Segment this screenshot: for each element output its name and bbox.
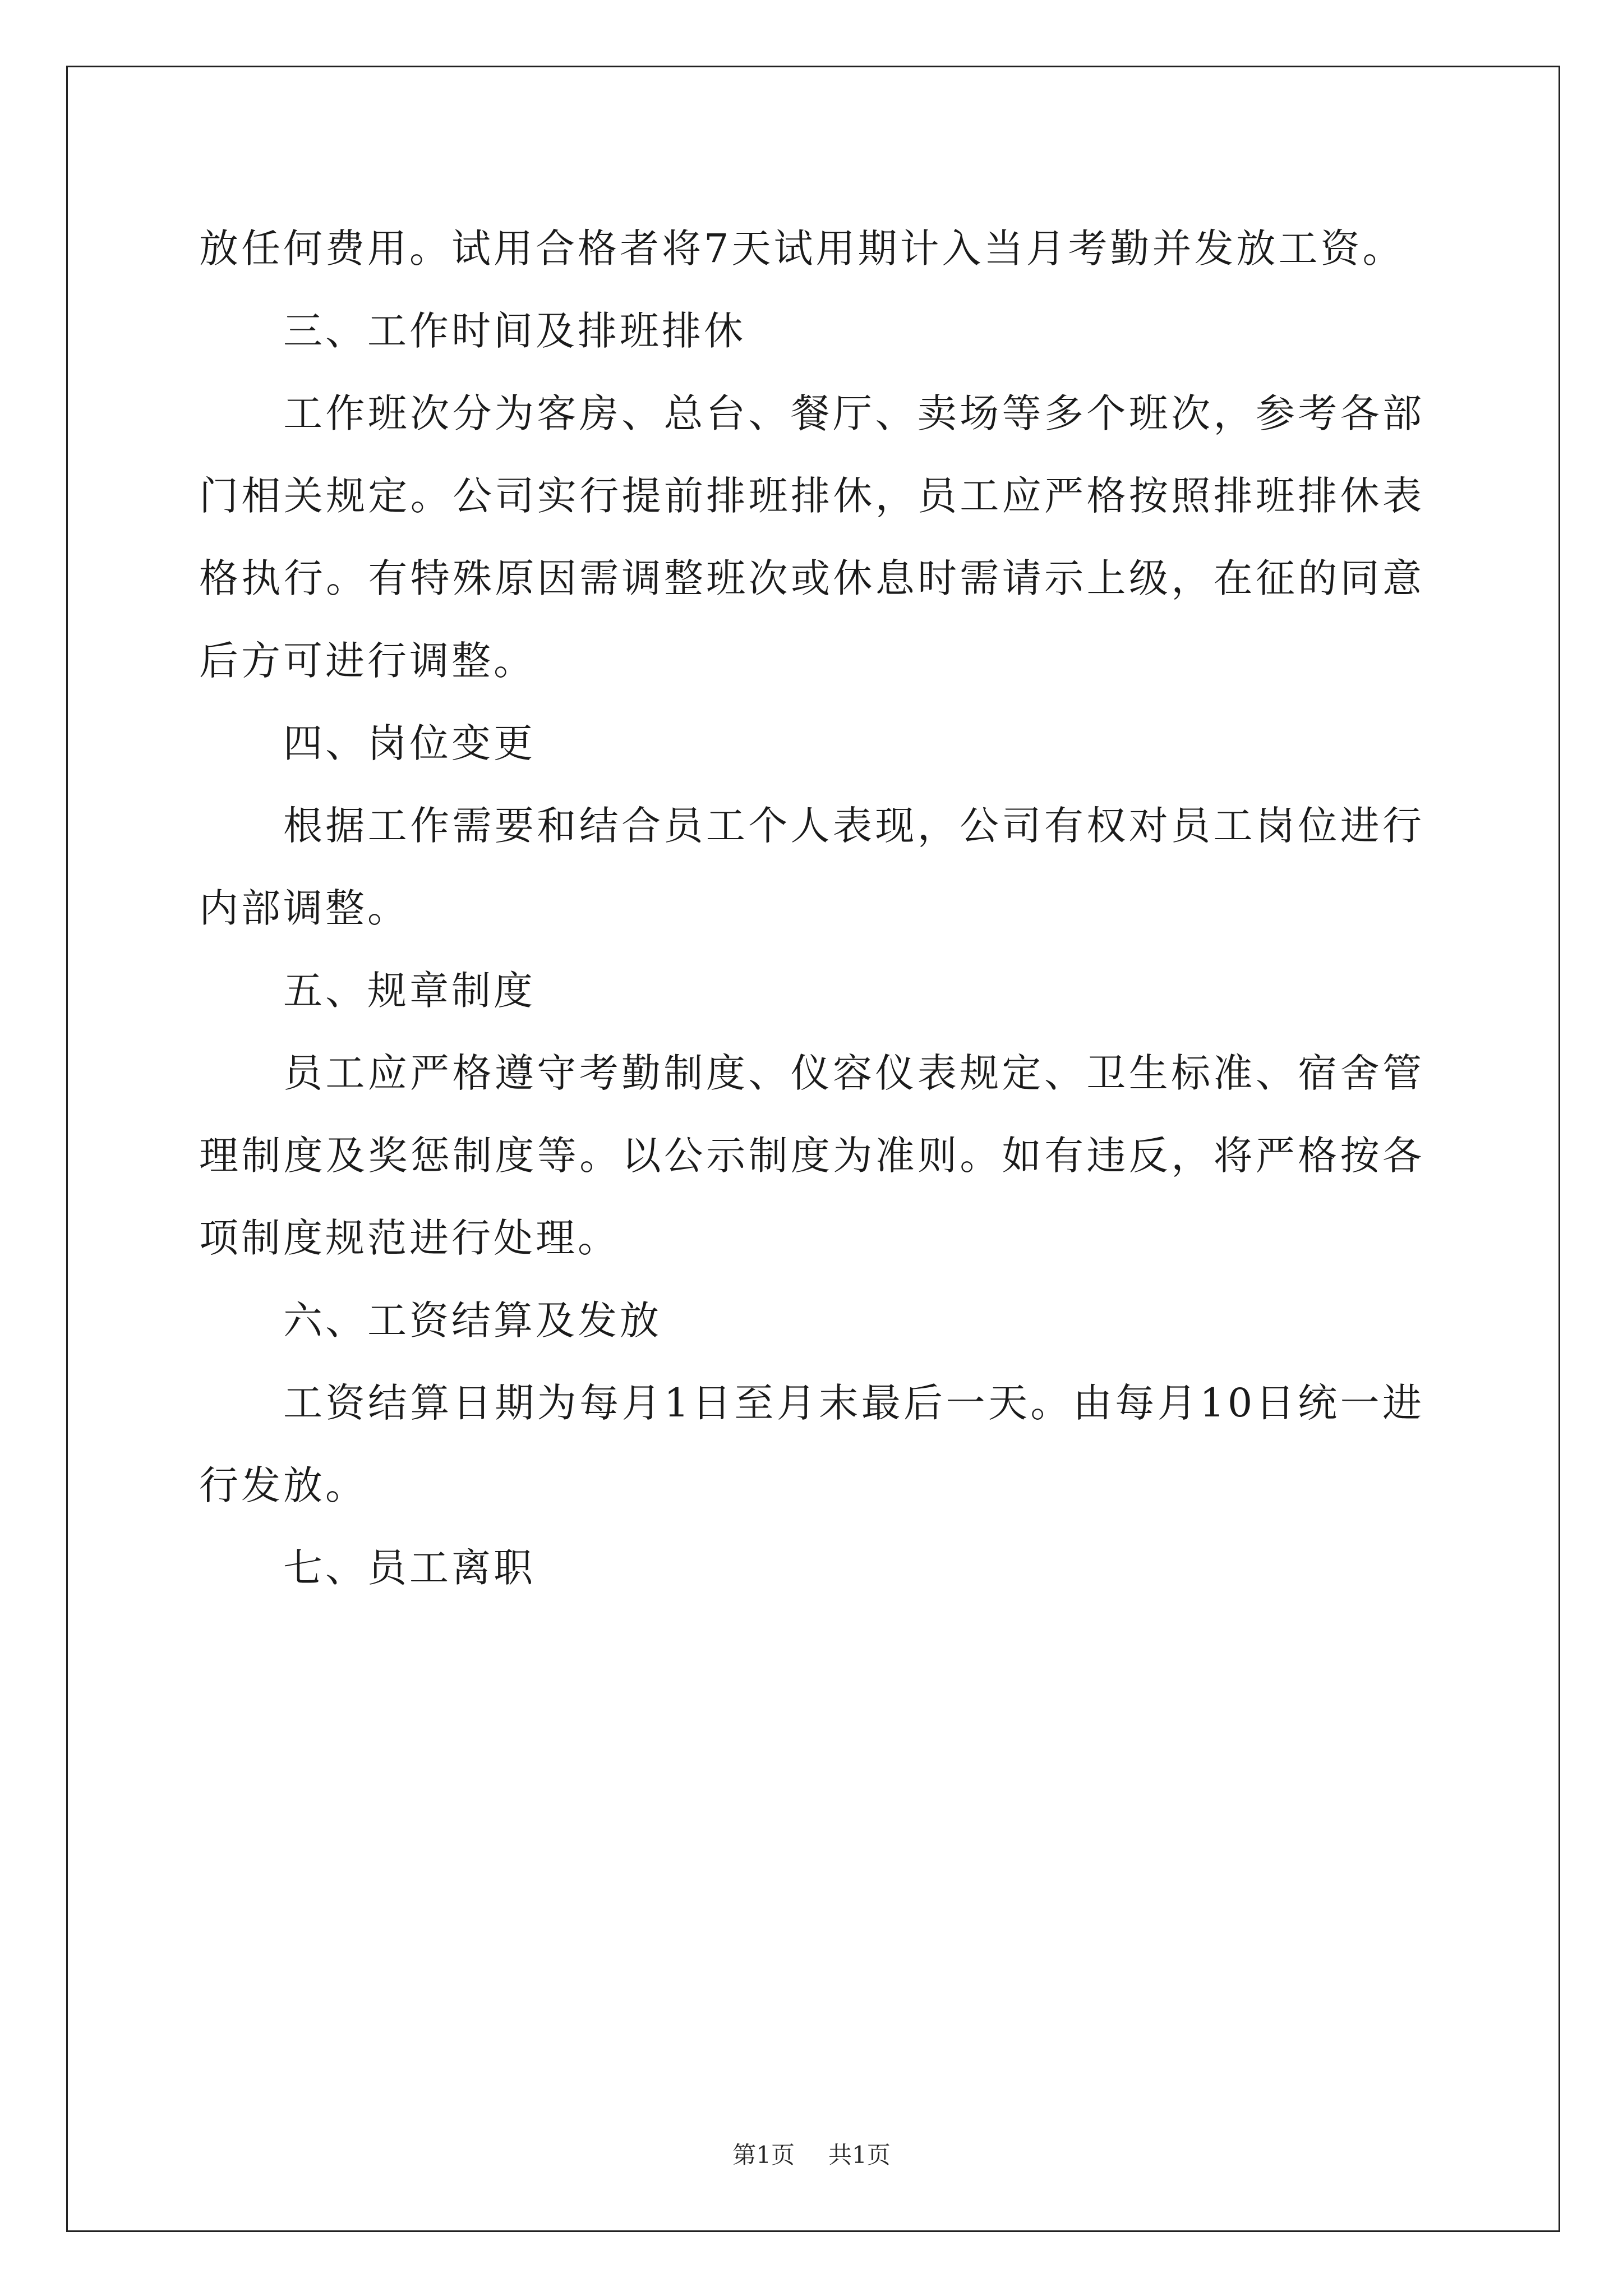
page-footer: [0, 2138, 1623, 2172]
section-heading-7: 七、员工离职: [283, 1545, 536, 1591]
paragraph-continuation: 放任何费用。试用合格者将7天试用期计入当月考勤并发放工资。: [199, 226, 1405, 272]
document-body: [199, 208, 1424, 1609]
paragraph-position-change: 根据工作需要和结合员工个人表现，公司有权对员工岗位进行内部调整。: [199, 803, 1424, 931]
section-heading-4: 四、岗位变更: [283, 720, 536, 766]
page-total: 共1页: [828, 2141, 891, 2169]
paragraph-rules: 员工应严格遵守考勤制度、仪容仪表规定、卫生标准、宿舍管理制度及奖惩制度等。以公示制度为准则。如有违反，将严格按各项制度规范进行处理。: [199, 1050, 1424, 1261]
section-heading-6: 六、工资结算及发放: [283, 1297, 662, 1343]
section-heading-5: 五、规章制度: [283, 968, 536, 1014]
paragraph-schedule: 工作班次分为客房、总台、餐厅、卖场等多个班次，参考各部门相关规定。公司实行提前排班排休，员工应严格按照排班排休表格执行。有特殊原因需调整班次或休息时需请示上级，在征的同意后方可进行调整。: [199, 390, 1424, 684]
page-number: 第1页: [732, 2141, 795, 2169]
paragraph-salary: 工资结算日期为每月1日至月末最后一天。由每月10日统一进行发放。: [199, 1380, 1424, 1508]
section-heading-3: 三、工作时间及排班排休: [283, 308, 746, 354]
